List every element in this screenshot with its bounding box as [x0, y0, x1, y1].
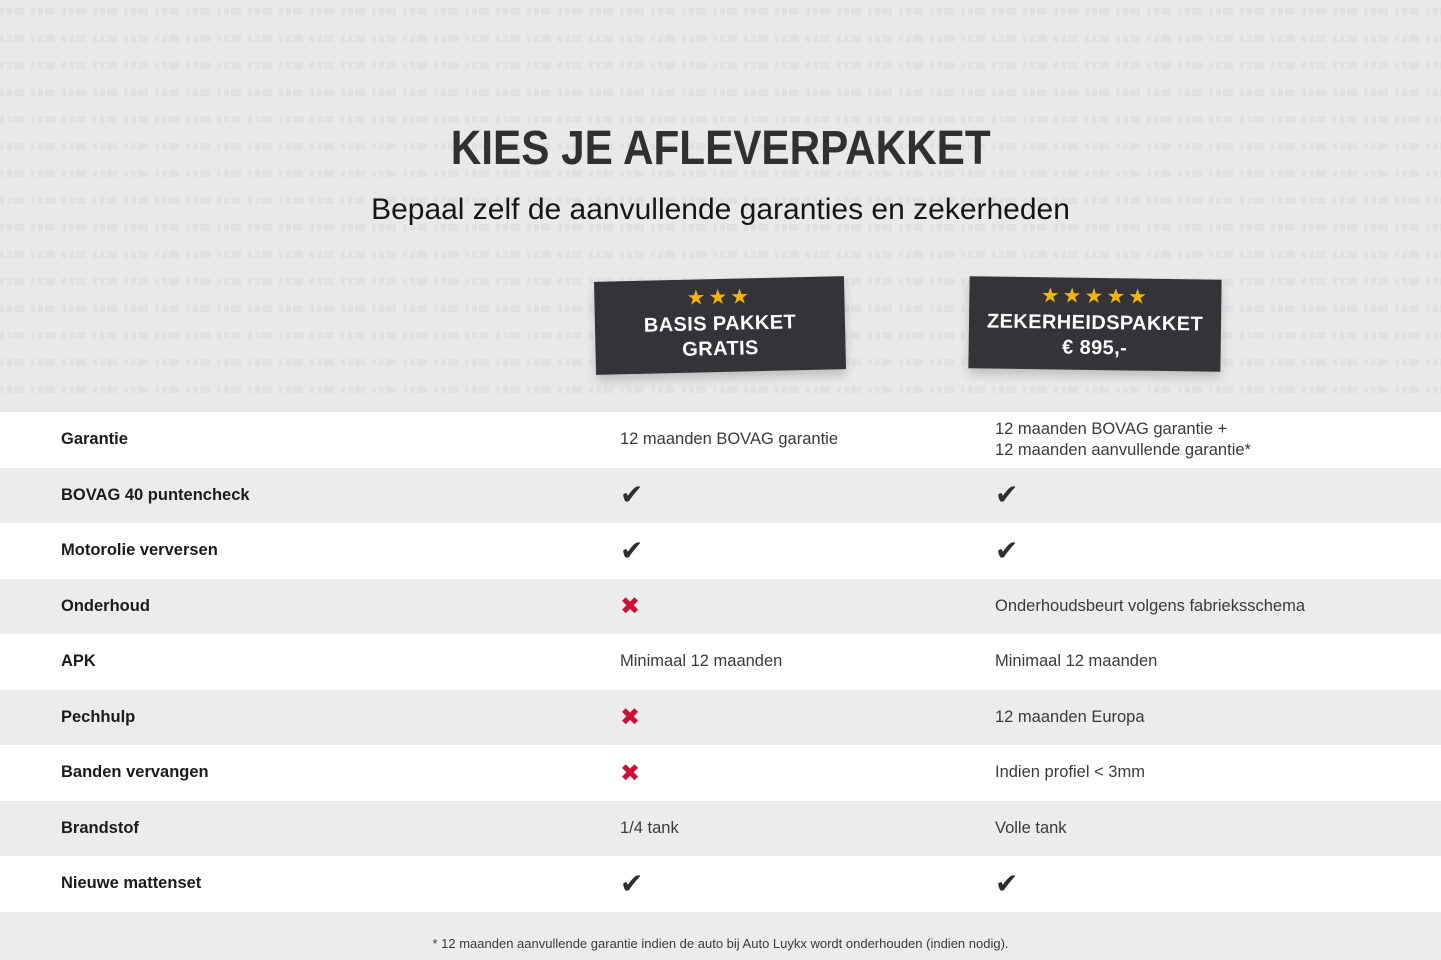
zekerheid-value [995, 745, 1145, 801]
table-row [0, 523, 1441, 579]
comparison-table [0, 412, 1441, 912]
row-label: Onderhoud [61, 596, 150, 615]
page-title-text: KIES JE AFLEVERPAKKET [450, 122, 991, 175]
value-text: 12 maanden Europa [995, 707, 1145, 726]
check-icon: ✔ [620, 478, 644, 512]
table-row [0, 745, 1441, 801]
zekerheid-value [995, 801, 1067, 857]
zekerheid-value [995, 856, 1018, 912]
check-icon: ✔ [620, 866, 644, 900]
basis-badge-name: BASIS PAKKET [643, 311, 797, 337]
basis-value [620, 579, 640, 635]
zekerheid-value [995, 579, 1305, 635]
zekerheid-badge-lines [969, 309, 1222, 362]
table-row [0, 801, 1441, 857]
zekerheidspakket-badge[interactable] [968, 276, 1221, 372]
basis-value [620, 856, 643, 912]
check-icon: ✔ [995, 866, 1019, 900]
row-label: Garantie [61, 430, 128, 449]
zekerheid-value [995, 412, 1251, 468]
basis-value [620, 634, 782, 690]
row-label: Motorolie verversen [61, 541, 218, 560]
row-label: Nieuwe mattenset [61, 874, 202, 893]
basis-value [620, 412, 838, 468]
zekerheid-badge-price: € 895,- [1061, 336, 1128, 359]
value-text: Minimaal 12 maanden [620, 652, 783, 671]
value-text: Indien profiel < 3mm [995, 763, 1145, 782]
row-label: APK [61, 652, 96, 671]
zekerheid-value [995, 523, 1018, 579]
row-label: Pechhulp [61, 707, 136, 726]
page-title [0, 121, 1441, 176]
table-row [0, 468, 1441, 524]
check-icon: ✔ [995, 478, 1019, 512]
table-row [0, 412, 1441, 468]
row-label: Brandstof [61, 818, 139, 837]
basis-value [620, 801, 679, 857]
zekerheid-value [995, 634, 1157, 690]
basis-value [620, 690, 640, 746]
zekerheid-value [995, 468, 1018, 524]
value-text: Onderhoudsbeurt volgens fabrieksschema [995, 596, 1306, 615]
page-subtitle: Bepaal zelf de aanvullende garanties en zekerheden [371, 193, 1070, 226]
value-text: 12 maanden BOVAG garantie [620, 430, 838, 449]
row-label: BOVAG 40 puntencheck [61, 485, 250, 504]
zekerheid-value [995, 690, 1145, 746]
basis-stars-icon: ★★★ [686, 285, 753, 310]
basis-badge-price: GRATIS [682, 336, 759, 361]
footnote-text: * 12 maanden aanvullende garantie indien de auto bij Auto Luykx wordt onderhouden (indien nodig). [432, 935, 1009, 951]
check-icon: ✔ [620, 533, 644, 567]
value-text: Minimaal 12 maanden [995, 652, 1158, 671]
value-text: Volle tank [995, 818, 1067, 837]
basis-value [620, 523, 643, 579]
table-row [0, 634, 1441, 690]
value-text: 12 maanden aanvullende garantie* [995, 440, 1251, 459]
cross-icon: ✖ [620, 592, 641, 621]
cross-icon: ✖ [620, 758, 641, 787]
basis-value [620, 468, 643, 524]
basis-pakket-badge[interactable] [594, 276, 846, 375]
value-text: 1/4 tank [620, 818, 679, 837]
row-label: Banden vervangen [61, 763, 209, 782]
basis-value [620, 745, 640, 801]
zekerheid-stars-icon: ★★★★★ [1040, 284, 1151, 309]
table-row [0, 690, 1441, 746]
footnote-band [0, 912, 1441, 960]
basis-badge-lines [595, 309, 846, 364]
zekerheid-badge-name: ZEKERHEIDSPAKKET [986, 310, 1204, 336]
value-text: 12 maanden BOVAG garantie + [995, 419, 1228, 438]
table-row [0, 856, 1441, 912]
cross-icon: ✖ [620, 703, 641, 732]
check-icon: ✔ [995, 533, 1019, 567]
table-row [0, 579, 1441, 635]
